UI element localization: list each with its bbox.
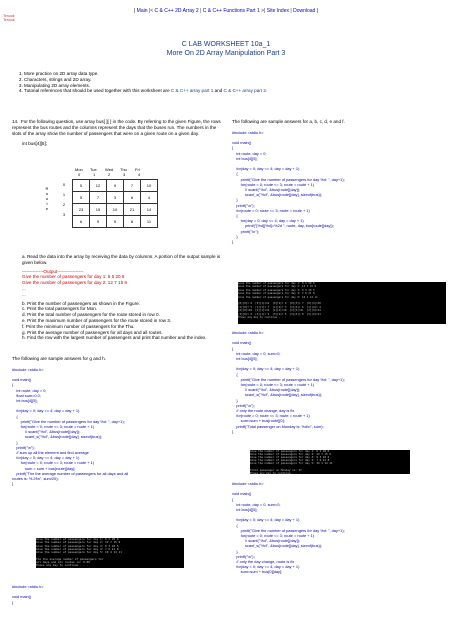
grid-cell: 10 <box>141 180 158 192</box>
grid-row <box>73 180 158 192</box>
part-item: c. Print the total passengers for Mon. <box>22 306 98 312</box>
grid-cell: 12 <box>90 180 107 192</box>
nav-separator: |< <box>147 8 155 14</box>
part-item: g. Print the average number of passengers for all days and all routes. <box>22 329 163 335</box>
nav-separator: | <box>289 8 294 14</box>
route-letter: e <box>45 206 49 211</box>
nav-prev-link[interactable]: C & C++ 2D Array 2 <box>154 8 199 14</box>
ref-link-array-2[interactable]: C & C++ array part 2 <box>223 88 266 94</box>
top-navigation <box>0 8 452 14</box>
intro-item-text: Tutorial references that should be used together with this worksheet are <box>24 88 170 94</box>
grid-cell: 21 <box>124 204 141 216</box>
day-label: Thu <box>120 167 127 172</box>
day-label: Fri <box>135 167 140 172</box>
grid-cell: 9 <box>107 180 124 192</box>
route-letter: u <box>45 196 49 201</box>
grid-cell: 15 <box>90 204 107 216</box>
grid-cell: 5 <box>73 192 90 204</box>
code-block-c: #include <stdio.h> void main() { int route, day = 0, sum=0; int bus[4][5]; for(day = 0; day <= 4; day = day + 1) { printf("Give the number of passengers for day %d: ", day+1); for(route = 0; route <= 3; route = route + 1) // scanf("%d", &bus[route][day]); scanf_s("%d", &bus[route][day], sizeof(bus)); } printf("\n"); // only the route change, day is fix for(route = 0; route <= 3; route = route + 1) sum=sum + bus[route][0]; printf("Total passenger on Monday is: %d\n", sum); } <box>232 330 345 434</box>
col-index: 4 <box>138 172 141 177</box>
sample-output-dots: ... <box>22 285 26 291</box>
left-answers <box>12 356 222 486</box>
route-vertical-label <box>45 186 49 211</box>
site-logo[interactable] <box>3 14 15 22</box>
grid-cell: 11 <box>141 216 158 228</box>
left-column <box>12 119 222 147</box>
parts-list <box>22 301 222 342</box>
nav-download-link[interactable]: Download <box>293 8 316 14</box>
row-index: 3 <box>62 212 66 217</box>
grid-row <box>73 216 158 228</box>
row-index-column <box>62 180 66 220</box>
nav-separator: >| <box>259 8 267 14</box>
row-index: 1 <box>62 192 66 197</box>
col-index: 2 <box>108 172 111 177</box>
answers-note-af: The following are sample answers for a, b, c, d, e and f. <box>232 119 345 124</box>
code-block-ab: #include <stdio.h> void main() { int route, day = 0; int bus[4][5]; for(day = 0; day <= 4; day = day + 1) { printf("Give the number of passengers for day %d: ", day+1); for(route = 0; route <= 3; route = route + 1) // scanf("%d", &bus[route][day]); scanf_s("%d", &bus[route][day], sizeof(bus)); } printf("\n"); for(route = 0; route <= 3; route = route + 1) { for(day = 0; day <= 4; day = day + 1) printf("[%d][%d]=%2d ", route, day, bus[route][day]); printf("\n"); } } <box>232 129 345 245</box>
route-letter: R <box>45 186 49 191</box>
row-index: 2 <box>62 202 66 207</box>
grid-cell: 7 <box>90 192 107 204</box>
question-number: 14. <box>12 119 19 124</box>
nav-bracket-open: | <box>133 8 136 14</box>
col-index: 3 <box>123 172 126 177</box>
nav-site-index-link[interactable]: Site Index <box>266 8 289 14</box>
logo-line: Tenouk <box>3 14 15 18</box>
right-column <box>232 119 447 244</box>
day-label: Wed <box>105 167 114 172</box>
nav-separator: | <box>198 8 203 14</box>
ref-and: and <box>213 88 224 94</box>
sample-output-line: Give the number of passengers for day 2: 12 7 15 9 <box>22 280 127 286</box>
grid-cell: 6 <box>73 216 90 228</box>
nav-main-link[interactable]: Main <box>136 8 148 14</box>
code-block-gh: #include <stdio.h> void main() { int route, day = 0; float sum=0.0; int bus[4][5]; for(day = 0; day <= 4; day = day + 1) { printf("Give the number of passengers for day %d: ", day+1); for(route = 0; route <= 3; route = route + 1) // scanf("%d", &bus[route][day]); scanf_s("%d", &bus[route][day], sizeof(bus)); } printf("\n"); // sum up all the element and find average for(day = 0; day <= 4; day = day + 1) for(route = 0; route <= 3; route = route + 1) sum = sum + bus[route][day]; printf("The the average number of passengers for all days and all routes is: %.2f\n", sum/20); } <box>12 366 129 487</box>
part-item: d. Print the total number of passengers for the route stored in row 0. <box>22 312 160 318</box>
grid-cell: 5 <box>107 216 124 228</box>
sample-output-dots: ... <box>22 291 26 297</box>
grid-cell: 10 <box>107 204 124 216</box>
grid-cell: 6 <box>124 192 141 204</box>
console-output-ab: Give the number of passengers for day 1: 6 5 20 6 Give the number of passengers for day 2: 12 7 15 9 Give the number of passengers for day 3: 9 3 10 5 Give the number of passengers for day 4: 7 6 21 8 Give the number of passengers for day 5: 10 4 14 11 [0][0]= 6 [0][1]=12 [0][2]= 9 [0][3]= 7 [0][4]=10 [1][0]= 5 [1][1]= 7 [1][2]= 3 [1][3]= 6 [1][4]= 4 [2][0]=20 [2][1]=15 [2][2]=10 [2][3]=21 [2][4]=14 [3][0]= 6 [3][1]= 9 [3][2]= 5 [3][3]= 8 [3][4]=11 Press any key to continue . . . <box>238 282 446 324</box>
col-index: 1 <box>93 172 96 177</box>
sample-output-header: --------------Output----------------- <box>22 268 84 274</box>
grid-cell: 23 <box>73 204 90 216</box>
day-label: Tue <box>90 167 97 172</box>
nav-next-link[interactable]: C & C++ Functions Part 1 <box>202 8 260 14</box>
bus-grid <box>72 179 158 228</box>
part-a-text: a. Read the data into the array by receiving the data by columns. A portion of the output sample is given below. <box>22 254 221 265</box>
grid-row <box>73 204 158 216</box>
page-title <box>0 40 452 58</box>
intro-item: 3. Manipulating 2D array elements. <box>24 83 452 89</box>
intro-list <box>12 71 452 94</box>
sample-output-line: Give the number of passengers for day 1: 6 5 20 6 <box>22 274 125 280</box>
route-letter: o <box>45 191 49 196</box>
part-item: b. Print the number of passengers as shown in the Figure. <box>22 300 140 306</box>
grid-cell: 4 <box>141 192 158 204</box>
day-label: Mon <box>75 167 83 172</box>
col-index: 0 <box>78 172 81 177</box>
intro-item: 1. More practice on 2D array data type. <box>24 71 452 77</box>
code-block-left-2: #include <stdio.h> void main() { <box>12 584 44 605</box>
array-declaration: int bus[4][5]; <box>22 141 48 147</box>
console-output-c: Give the number of passengers for day 1: 6 5 20 6 Give the number of passengers for day 2: 12 7 15 9 Give the number of passengers for day 3: 9 3 10 5 Give the number of passengers for day 4: 7 6 21 8 Give the number of passengers for day 5: 10 4 14 11 Total passenger on Monday is: 37 Press any key to continue . . . <box>250 450 410 474</box>
part-item: f. Print the minimum number of passengers for the Thu. <box>22 323 135 329</box>
parts-block <box>22 254 222 341</box>
grid-row <box>73 192 158 204</box>
console-output-gh: Give the number of passengers for day 1: 6 5 20 6 Give the number of passengers for day 2: 12 7 15 9 Give the number of passengers for day 3: 9 3 10 5 Give the number of passengers for day 4: 7 6 21 8 Give the number of passengers for day 5: 10 4 14 11 The the average number of passengers for all days and all routes is: 9.80 Press any key to continue . . . <box>36 538 184 568</box>
title-line-1: C LAB WORKSHEET 10a_1 <box>181 41 271 48</box>
part-item: e. Print the maximum number of passengers for the route stored in row 3. <box>22 317 172 323</box>
grid-cell: 3 <box>107 192 124 204</box>
row-index: 0 <box>62 182 66 187</box>
nav-bracket-close: | <box>315 8 319 14</box>
bus-grid-figure <box>40 164 170 254</box>
grid-cell: 7 <box>124 180 141 192</box>
grid-cell: 14 <box>141 204 158 216</box>
answers-note-gh: The following are sample answers for g and h. <box>12 356 106 361</box>
ref-end: . <box>265 88 268 94</box>
question-block <box>12 119 222 136</box>
title-line-2: More On 2D Array Manipulation Part 3 <box>166 50 286 57</box>
code-block-d: #include <stdio.h> void main() { int route, day = 0, sum=0; int bus[4][5]; for(day = 0; day <= 4; day = day + 1) { printf("Give the number of passengers for day %d: ", day+1); for(route = 0; route <= 3; route = route + 1) // scanf("%d", &bus[route][day]); scanf_s("%d", &bus[route][day], sizeof(bus)); } printf("\n"); // only the day change, route is fix for(day = 0; day <= 4; day = day + 1) sum=sum + bus[0][day]; <box>232 481 345 575</box>
intro-item <box>24 88 452 94</box>
route-letter: t <box>46 201 48 206</box>
ref-link-array-1[interactable]: C & C++ array part 1 <box>170 88 214 94</box>
grid-cell: 8 <box>124 216 141 228</box>
logo-line: Tenouk <box>3 18 15 22</box>
part-item: h. Find the row with the largest number of passengers and print that number and the index. <box>22 335 207 341</box>
intro-item: 2. Characters, strings and 2D array. <box>24 77 452 83</box>
grid-cell: 5 <box>73 180 90 192</box>
grid-cell: 9 <box>90 216 107 228</box>
question-text: For the following question, use array bus[ ][ ] in the code. By referring to the given Figure, the rows represent the bus routes and the columns represent the days that the buses run. The numbers in the slots of the array show the number of passengers that were on a given route on a given day. <box>12 119 221 136</box>
